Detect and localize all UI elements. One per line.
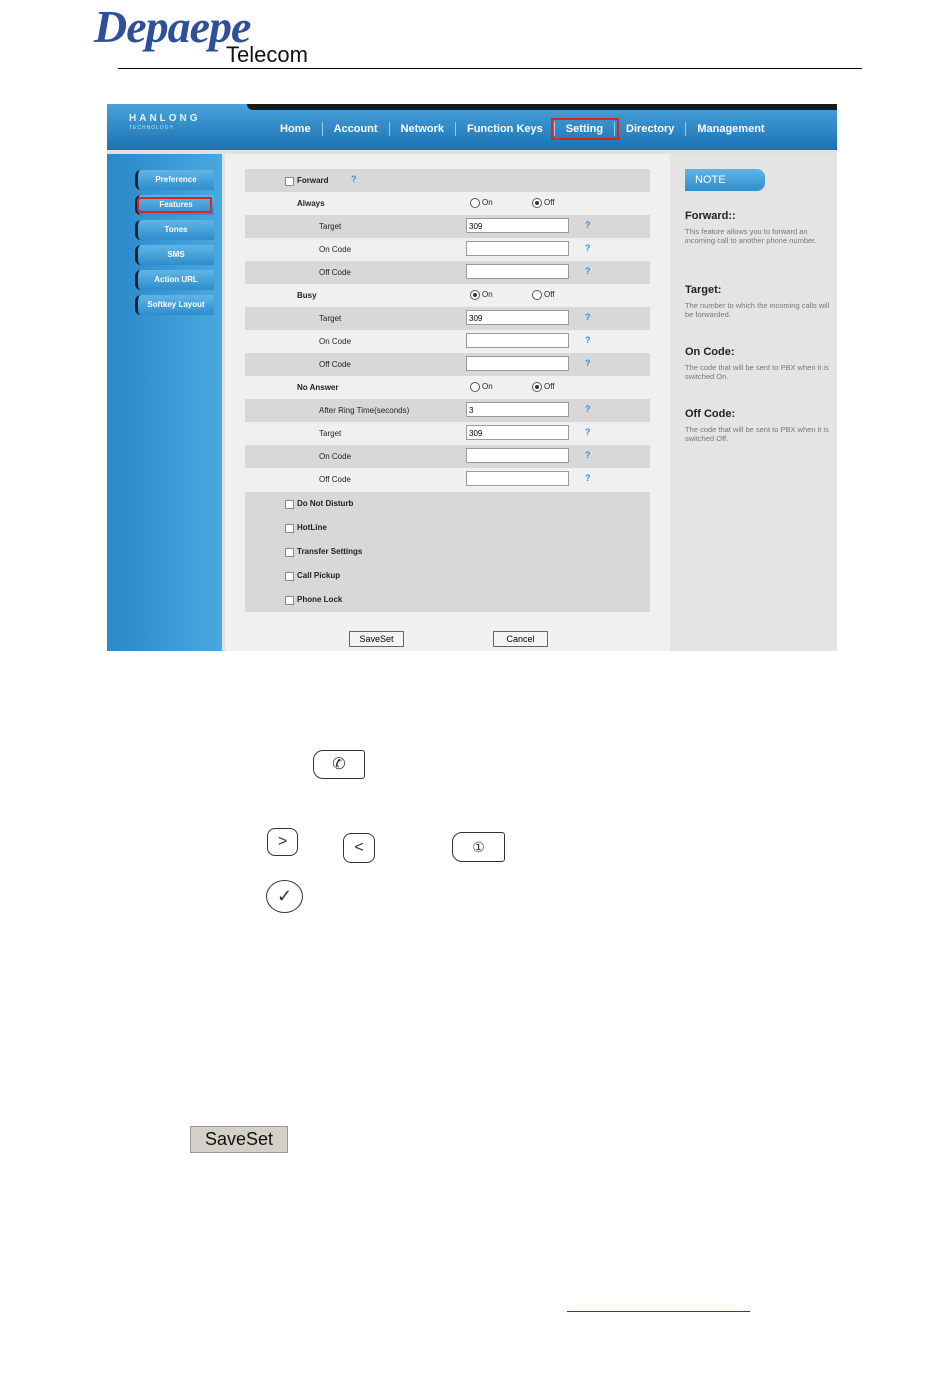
left-arrow-key-icon: < [343,833,375,863]
collapsed-sections [245,492,650,612]
always-offcode-help-icon[interactable]: ? [585,266,591,276]
noanswer-on-radio[interactable] [470,382,480,392]
nav-setting[interactable]: Setting [555,122,615,136]
nav-management[interactable]: Management [697,123,765,135]
saveset-button[interactable]: SaveSet [349,631,404,647]
brand-logo-subtitle: Telecom [226,42,308,67]
sidebar-item-features[interactable]: Features [135,195,214,215]
nav-home[interactable]: Home [269,122,323,136]
dnd-expand-checkbox[interactable] [285,500,294,509]
note-oncode-heading: On Code: [685,346,735,358]
top-navigation-bar [107,104,837,150]
noanswer-target-help-icon[interactable]: ? [585,427,591,437]
noanswer-label: No Answer [297,383,339,392]
number-key-icon: ① [452,832,505,862]
nav-account[interactable]: Account [323,122,390,136]
noanswer-ringtime-row [245,399,650,422]
always-offcode-label: Off Code [319,268,351,277]
hanlong-logo: HANLONG [129,113,201,124]
always-oncode-label: On Code [319,245,352,254]
brand-logo: Depaepe [94,1,251,52]
noanswer-ringtime-input[interactable]: 3 [466,402,569,417]
sidebar-item-tones[interactable]: Tones [135,220,214,240]
note-offcode-text: The code that will be sent to PBX when it is switched Off. [685,425,829,443]
busy-off-label: Off [544,290,555,299]
phonelock-expand-checkbox[interactable] [285,596,294,605]
noanswer-on-label: On [482,382,493,391]
forward-expand-checkbox[interactable] [285,177,294,186]
always-label: Always [297,199,325,208]
note-forward-heading: Forward:: [685,210,736,222]
busy-on-radio[interactable] [470,290,480,300]
hotline-label[interactable]: HotLine [297,523,327,532]
nav-network[interactable]: Network [390,122,456,136]
topbar-notch [247,104,837,110]
footer-link-underline [567,1311,750,1312]
noanswer-ringtime-help-icon[interactable]: ? [585,404,591,414]
busy-off-radio[interactable] [532,290,542,300]
always-target-input[interactable]: 309 [466,218,569,233]
noanswer-off-label: Off [544,382,555,391]
noanswer-oncode-label: On Code [319,452,352,461]
always-off-label: Off [544,198,555,207]
always-target-row [245,215,650,238]
main-nav [269,122,776,136]
busy-row [245,284,650,307]
right-arrow-key-icon: > [267,828,298,856]
sidebar-item-action-url[interactable]: Action URL [135,270,214,290]
header-divider [118,68,862,69]
nav-directory[interactable]: Directory [615,122,686,136]
always-target-help-icon[interactable]: ? [585,220,591,230]
noanswer-offcode-input[interactable] [466,471,569,486]
noanswer-oncode-help-icon[interactable]: ? [585,450,591,460]
busy-on-label: On [482,290,493,299]
hotline-expand-checkbox[interactable] [285,524,294,533]
always-offcode-row [245,261,650,284]
always-row [245,192,650,215]
sidebar-item-preference[interactable]: Preference [135,170,214,190]
noanswer-oncode-row [245,445,650,468]
note-oncode-text: The code that will be sent to PBX when it is switched On. [685,363,829,381]
busy-oncode-label: On Code [319,337,352,346]
noanswer-target-row [245,422,650,445]
busy-offcode-label: Off Code [319,360,351,369]
busy-oncode-input[interactable] [466,333,569,348]
cancel-button[interactable]: Cancel [493,631,548,647]
always-off-radio[interactable] [532,198,542,208]
note-forward-text: This feature allows you to forward an incoming call to another phone number. [685,227,817,245]
note-offcode-heading: Off Code: [685,408,736,420]
always-on-label: On [482,198,493,207]
always-oncode-input[interactable] [466,241,569,256]
note-tab: NOTE [685,169,765,191]
hanlong-logo-subtitle: TECHNOLOGY [129,125,175,131]
noanswer-offcode-help-icon[interactable]: ? [585,473,591,483]
settings-sidebar [107,154,222,651]
note-target-text: The number to which the incoming calls will be forwarded. [685,301,830,319]
always-oncode-help-icon[interactable]: ? [585,243,591,253]
busy-target-input[interactable]: 309 [466,310,569,325]
forward-section-header [245,169,650,192]
busy-offcode-help-icon[interactable]: ? [585,358,591,368]
noanswer-off-radio[interactable] [532,382,542,392]
sidebar-item-sms[interactable]: SMS [135,245,214,265]
noanswer-target-input[interactable]: 309 [466,425,569,440]
note-target-heading: Target: [685,284,722,296]
noanswer-ringtime-label: After Ring Time(seconds) [319,406,410,415]
transfer-settings-label[interactable]: Transfer Settings [297,547,363,556]
always-on-radio[interactable] [470,198,480,208]
busy-target-label: Target [319,314,342,323]
busy-oncode-help-icon[interactable]: ? [585,335,591,345]
always-offcode-input[interactable] [466,264,569,279]
noanswer-row [245,376,650,399]
noanswer-offcode-label: Off Code [319,475,351,484]
dnd-label[interactable]: Do Not Disturb [297,499,354,508]
transfer-expand-checkbox[interactable] [285,548,294,557]
forward-label: Forward [297,176,329,185]
nav-function-keys[interactable]: Function Keys [456,122,555,136]
saveset-button-image: SaveSet [190,1126,288,1153]
call-pickup-label[interactable]: Call Pickup [297,571,341,580]
sidebar-item-softkey-layout[interactable]: Softkey Layout [135,295,214,315]
busy-offcode-row [245,353,650,376]
noanswer-offcode-row [245,468,650,491]
phone-send-key-icon: ✆ [313,750,365,779]
always-target-label: Target [319,222,342,231]
busy-label: Busy [297,291,317,300]
phone-lock-label[interactable]: Phone Lock [297,595,343,604]
busy-oncode-row [245,330,650,353]
callpickup-expand-checkbox[interactable] [285,572,294,581]
noanswer-oncode-input[interactable] [466,448,569,463]
forward-help-icon[interactable]: ? [351,174,357,184]
phone-web-ui-screenshot [107,104,837,651]
noanswer-target-label: Target [319,429,342,438]
busy-offcode-input[interactable] [466,356,569,371]
always-oncode-row [245,238,650,261]
features-panel [225,154,670,651]
ok-key-icon: ✓ [266,880,303,913]
busy-target-help-icon[interactable]: ? [585,312,591,322]
busy-target-row [245,307,650,330]
note-panel [670,154,837,651]
